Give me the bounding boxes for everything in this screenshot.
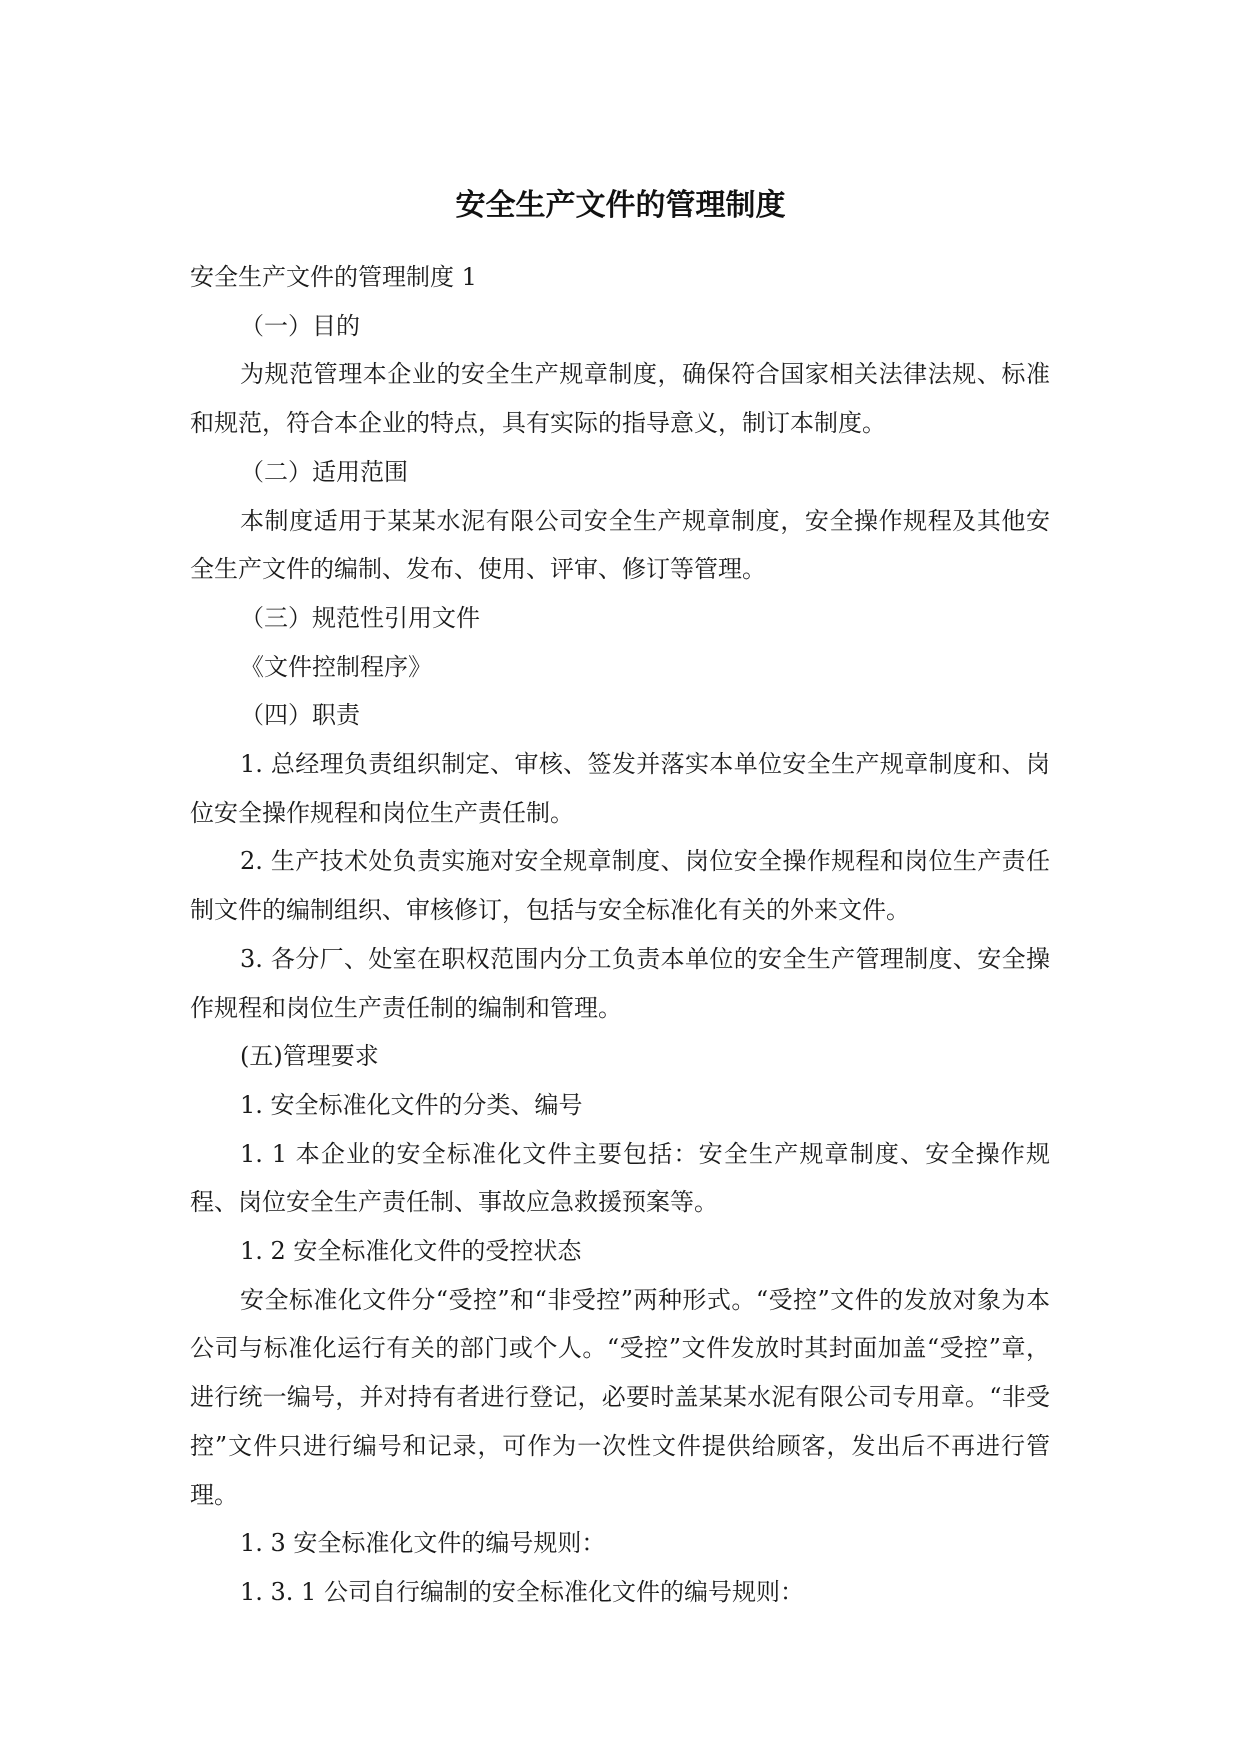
body-paragraph: 为规范管理本企业的安全生产规章制度，确保符合国家相关法律法规、标准和规范，符合本企业的特点，具有实际的指导意义，制订本制度。 xyxy=(190,360,1050,438)
body-paragraph: 3. 各分厂、处室在职权范围内分工负责本单位的安全生产管理制度、安全操作规程和岗位生产责任制的编制和管理。 xyxy=(190,944,1050,1022)
body-paragraph: 1. 2 安全标准化文件的受控状态 xyxy=(240,1237,582,1266)
body-paragraph: （四）职责 xyxy=(240,701,360,730)
body-paragraph: 1. 3. 1 公司自行编制的安全标准化文件的编号规则： xyxy=(240,1577,804,1606)
body-paragraph: 2. 生产技术处负责实施对安全规章制度、岗位安全操作规程和岗位生产责任制文件的编制组织、审核修订，包括与安全标准化有关的外来文件。 xyxy=(190,847,1050,925)
body-paragraph: 1. 总经理负责组织制定、审核、签发并落实本单位安全生产规章制度和、岗位安全操作规程和岗位生产责任制。 xyxy=(190,750,1050,827)
body-paragraph: 安全生产文件的管理制度 1 xyxy=(190,263,477,291)
body-paragraph: 《文件控制程序》 xyxy=(240,652,432,681)
document-title: 安全生产文件的管理制度 xyxy=(455,188,786,223)
body-paragraph: 1. 安全标准化文件的分类、编号 xyxy=(240,1090,583,1119)
body-paragraph: （一）目的 xyxy=(240,311,360,340)
body-paragraph: 1. 1 本企业的安全标准化文件主要包括：安全生产规章制度、安全操作规程、岗位安全生产责任制、事故应急救援预案等。 xyxy=(190,1139,1050,1217)
document-body xyxy=(190,253,1050,1617)
body-paragraph: 1. 3 安全标准化文件的编号规则： xyxy=(240,1529,606,1558)
body-paragraph: 安全标准化文件分“受控”和“非受控”两种形式。“受控”文件的发放对象为本公司与标准化运行有关的部门或个人。“受控”文件发放时其封面加盖“受控”章，进行统一编号，并对持有者进行登记，必要时盖某某水泥有限公司专用章。“非受控”文件只进行编号和记录，可作为一次性文件提供给顾客，发出后不再进行管理。 xyxy=(190,1285,1050,1509)
body-paragraph: （二）适用范围 xyxy=(240,457,408,486)
body-paragraph: (五)管理要求 xyxy=(240,1042,379,1071)
body-paragraph: 本制度适用于某某水泥有限公司安全生产规章制度，安全操作规程及其他安全生产文件的编制、发布、使用、评审、修订等管理。 xyxy=(190,506,1050,584)
body-paragraph: （三）规范性引用文件 xyxy=(240,603,480,632)
